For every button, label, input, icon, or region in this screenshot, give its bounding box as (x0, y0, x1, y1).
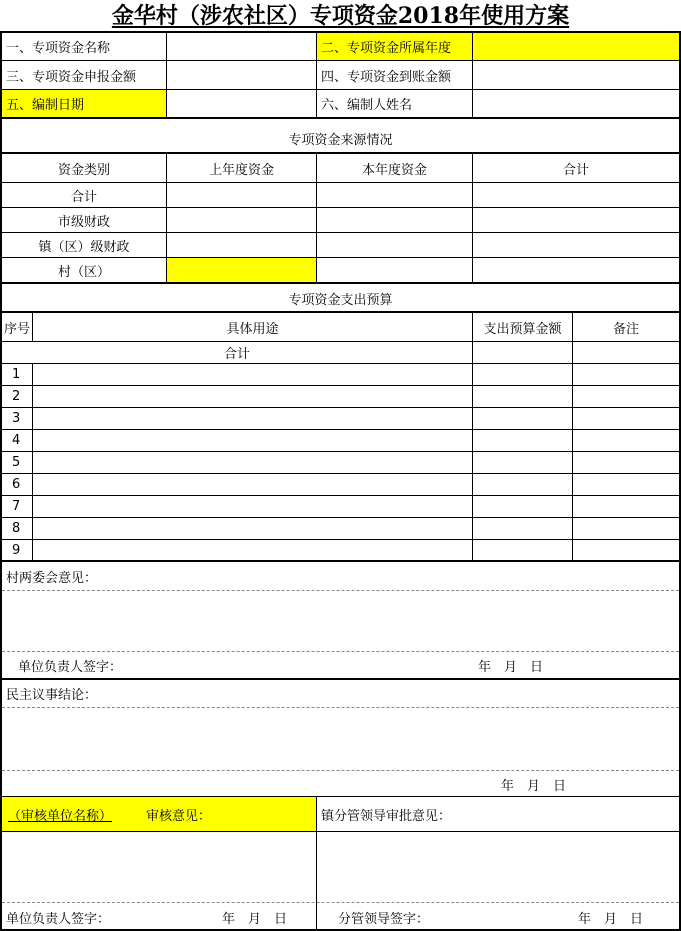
budget-row-number: 1 (12, 367, 21, 382)
budget-col-purpose: 具体用途 (226, 321, 279, 337)
town-approval-label: 镇分管领导审批意见： (321, 808, 452, 824)
source-col-category: 资金类别 (57, 162, 110, 178)
rule (0, 341, 681, 342)
rule (0, 257, 681, 258)
rule (32, 363, 33, 561)
leader-sign-date: 年 月 日 (578, 911, 644, 927)
rule (0, 182, 681, 183)
review-sign-date: 年 月 日 (222, 911, 288, 927)
rule (572, 312, 573, 561)
rule (0, 311, 681, 313)
rule (0, 31, 681, 33)
dashed-rule (2, 707, 679, 708)
unit-head-sign-label: 单位负责人签字： (18, 659, 123, 675)
rule (316, 32, 317, 118)
rule (32, 312, 33, 341)
rule (0, 207, 681, 208)
democratic-date: 年 月 日 (501, 778, 567, 794)
rule (0, 282, 681, 284)
rule (0, 560, 681, 562)
source-col-total: 合计 (562, 162, 589, 178)
fund-name-label: 一、专项资金名称 (6, 41, 111, 56)
received-amount-value[interactable] (473, 61, 679, 89)
dashed-rule (2, 651, 679, 652)
rule (0, 60, 681, 61)
budget-row-number: 4 (12, 433, 21, 448)
source-col-last-year: 上年度资金 (208, 162, 274, 178)
budget-row-number: 8 (12, 521, 21, 536)
leader-sign-label: 分管领导签字： (338, 911, 430, 927)
dashed-rule (2, 902, 679, 903)
village-committee-opinion-label: 村两委会意见： (6, 570, 98, 586)
budget-col-index: 序号 (3, 321, 30, 337)
budget-row-number: 6 (12, 477, 21, 492)
rule (0, 678, 681, 680)
rule (0, 831, 681, 832)
rule (0, 407, 681, 408)
rule (0, 152, 681, 154)
dashed-rule (2, 770, 679, 771)
rule (0, 473, 681, 474)
source-col-this-year: 本年度资金 (361, 162, 427, 178)
rule (0, 385, 681, 386)
democratic-conclusion-label: 民主议事结论： (6, 687, 98, 703)
source-row-city: 市级财政 (57, 214, 110, 230)
source-row-village: 村（区） (57, 264, 110, 280)
fund-name-value[interactable] (167, 33, 316, 60)
budget-row-number: 9 (12, 543, 21, 558)
rule (0, 517, 681, 518)
review-unit-name[interactable]: （审核单位名称） (8, 808, 113, 824)
village-sign-date: 年 月 日 (478, 659, 544, 675)
compile-date-value[interactable] (167, 90, 316, 117)
budget-col-amount: 支出预算金额 (483, 321, 562, 337)
rule (472, 153, 473, 283)
rule (0, 495, 681, 496)
rule (166, 32, 167, 118)
rule (166, 153, 167, 283)
page-title: 金华村（涉农社区）专项资金2018年使用方案 (111, 3, 570, 29)
review-opinion-label: 审核意见： (146, 808, 212, 824)
source-row-town: 镇（区）级财政 (38, 239, 130, 255)
budget-row-number: 5 (12, 455, 21, 470)
dashed-rule (2, 590, 679, 591)
budget-total-label: 合计 (223, 347, 250, 362)
rule (0, 451, 681, 452)
rule (0, 363, 681, 364)
budget-row-number: 2 (12, 389, 21, 404)
budget-section-heading: 专项资金支出预算 (288, 292, 393, 308)
rule (0, 89, 681, 90)
compile-date-label: 五、编制日期 (2, 90, 166, 117)
budget-row-number: 7 (12, 499, 21, 514)
apply-amount-label: 三、专项资金申报金额 (6, 69, 137, 85)
rule (0, 796, 681, 797)
rule (472, 312, 473, 561)
budget-row-number: 3 (12, 411, 21, 426)
rule (0, 429, 681, 430)
rule (316, 797, 317, 931)
fund-year-label: 二、专项资金所属年度 (317, 33, 472, 60)
village-last-year-cell[interactable] (167, 258, 316, 282)
compiler-name-value[interactable] (473, 90, 679, 117)
source-section-heading: 专项资金来源情况 (288, 132, 393, 148)
budget-col-remark: 备注 (612, 321, 639, 337)
fund-year-value[interactable] (473, 33, 679, 60)
review-unit-head-sign-label: 单位负责人签字： (6, 911, 111, 927)
rule (0, 232, 681, 233)
source-row-total: 合计 (70, 189, 97, 205)
rule (0, 539, 681, 540)
apply-amount-value[interactable] (167, 61, 316, 89)
received-amount-label: 四、专项资金到账金额 (321, 69, 452, 85)
rule (0, 117, 681, 119)
rule (316, 153, 317, 283)
rule (472, 32, 473, 118)
compiler-name-label: 六、编制人姓名 (321, 98, 413, 113)
